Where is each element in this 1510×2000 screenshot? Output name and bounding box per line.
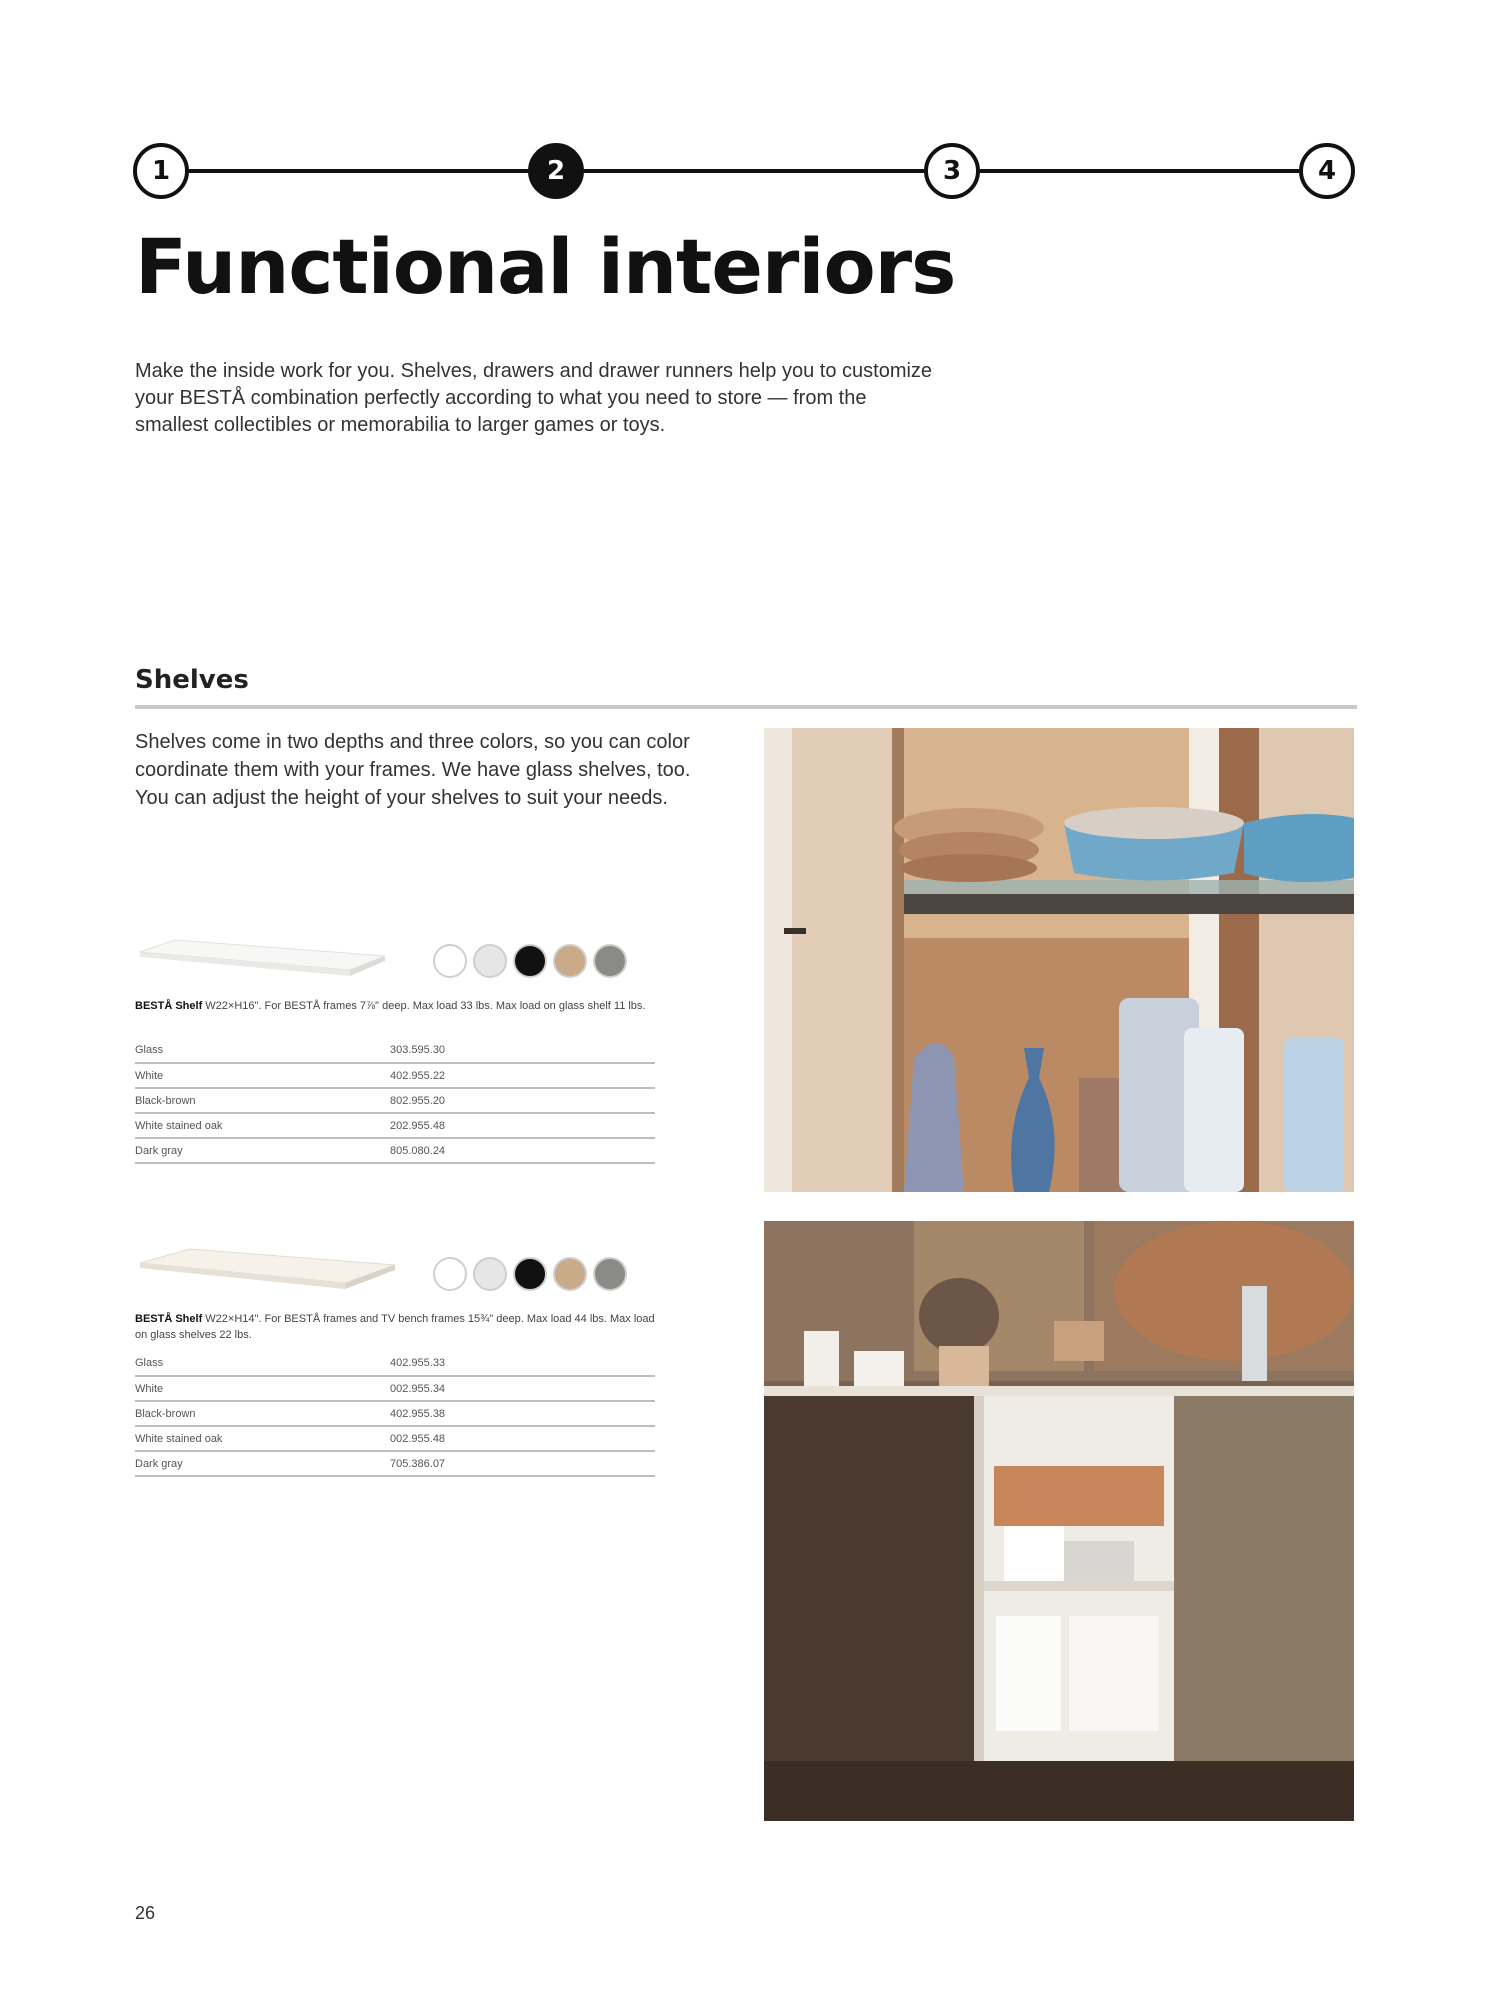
color-swatches xyxy=(433,1257,627,1291)
step-progress xyxy=(133,143,1355,199)
variant-name: Dark gray xyxy=(135,1138,390,1163)
section-divider xyxy=(135,705,1357,709)
product-details: W22×H16". For BESTÅ frames 7⅞" deep. Max load 33 lbs. Max load on glass shelf 11 lbs. xyxy=(205,1000,646,1012)
product-description xyxy=(135,998,655,1014)
glass-shelf-photo xyxy=(764,728,1354,1192)
section-description: Shelves come in two depths and three colors, so you can color coordinate them with your frames. We have glass shelves, too. You can adjust the height of your shelves to suit your needs. xyxy=(135,731,691,809)
step-3: 3 xyxy=(924,143,980,199)
page-title: Functional interiors xyxy=(135,222,956,311)
article-number: 802.955.20 xyxy=(390,1088,655,1113)
article-number: 202.955.48 xyxy=(390,1113,655,1138)
product-details: W22×H14". For BESTÅ frames and TV bench frames 15¾" deep. Max load 44 lbs. Max load on glass shelves 22 lbs. xyxy=(135,1313,655,1341)
table-row xyxy=(135,1063,655,1088)
table-row xyxy=(135,1038,655,1063)
table-row xyxy=(135,1376,655,1401)
product-name: BESTÅ Shelf xyxy=(135,1313,203,1325)
color-swatch[interactable] xyxy=(513,944,547,978)
color-swatch[interactable] xyxy=(553,944,587,978)
color-swatch[interactable] xyxy=(433,944,467,978)
product-description xyxy=(135,1311,655,1343)
article-number: 805.080.24 xyxy=(390,1138,655,1163)
table-row xyxy=(135,1138,655,1163)
cabinet-photo xyxy=(764,1221,1354,1821)
product-name: BESTÅ Shelf xyxy=(135,1000,203,1012)
variant-name: White stained oak xyxy=(135,1113,390,1138)
page-number: 26 xyxy=(135,1903,156,1923)
step-connector xyxy=(980,169,1299,173)
color-swatch[interactable] xyxy=(593,944,627,978)
table-row xyxy=(135,1113,655,1138)
variant-table xyxy=(135,1351,655,1477)
variant-name: Dark gray xyxy=(135,1451,390,1476)
article-number: 402.955.22 xyxy=(390,1063,655,1088)
article-number: 705.386.07 xyxy=(390,1451,655,1476)
article-number: 402.955.33 xyxy=(390,1351,655,1376)
shelf-product-image xyxy=(135,1243,395,1313)
variant-name: Black-brown xyxy=(135,1401,390,1426)
color-swatches xyxy=(433,944,627,978)
variant-table xyxy=(135,1038,655,1164)
color-swatch[interactable] xyxy=(593,1257,627,1291)
color-swatch[interactable] xyxy=(433,1257,467,1291)
step-connector xyxy=(189,169,528,173)
variant-name: Glass xyxy=(135,1038,390,1063)
section-heading: Shelves xyxy=(135,665,249,695)
color-swatch[interactable] xyxy=(553,1257,587,1291)
table-row xyxy=(135,1088,655,1113)
step-4: 4 xyxy=(1299,143,1355,199)
article-number: 002.955.48 xyxy=(390,1426,655,1451)
table-row xyxy=(135,1401,655,1426)
table-row xyxy=(135,1426,655,1451)
variant-name: Glass xyxy=(135,1351,390,1376)
step-1: 1 xyxy=(133,143,189,199)
color-swatch[interactable] xyxy=(473,1257,507,1291)
article-number: 402.955.38 xyxy=(390,1401,655,1426)
table-row xyxy=(135,1451,655,1476)
variant-name: White stained oak xyxy=(135,1426,390,1451)
variant-name: White xyxy=(135,1376,390,1401)
table-row xyxy=(135,1351,655,1376)
shelf-product-image xyxy=(135,930,395,1000)
step-2-current: 2 xyxy=(528,143,584,199)
step-connector xyxy=(584,169,924,173)
article-number: 303.595.30 xyxy=(390,1038,655,1063)
color-swatch[interactable] xyxy=(513,1257,547,1291)
variant-name: White xyxy=(135,1063,390,1088)
variant-name: Black-brown xyxy=(135,1088,390,1113)
article-number: 002.955.34 xyxy=(390,1376,655,1401)
intro-paragraph: Make the inside work for you. Shelves, drawers and drawer runners help you to customize your BESTÅ combination perfectly according to what you need to store — from the smallest collectibles or memorabilia to larger games or toys. xyxy=(135,360,933,436)
color-swatch[interactable] xyxy=(473,944,507,978)
